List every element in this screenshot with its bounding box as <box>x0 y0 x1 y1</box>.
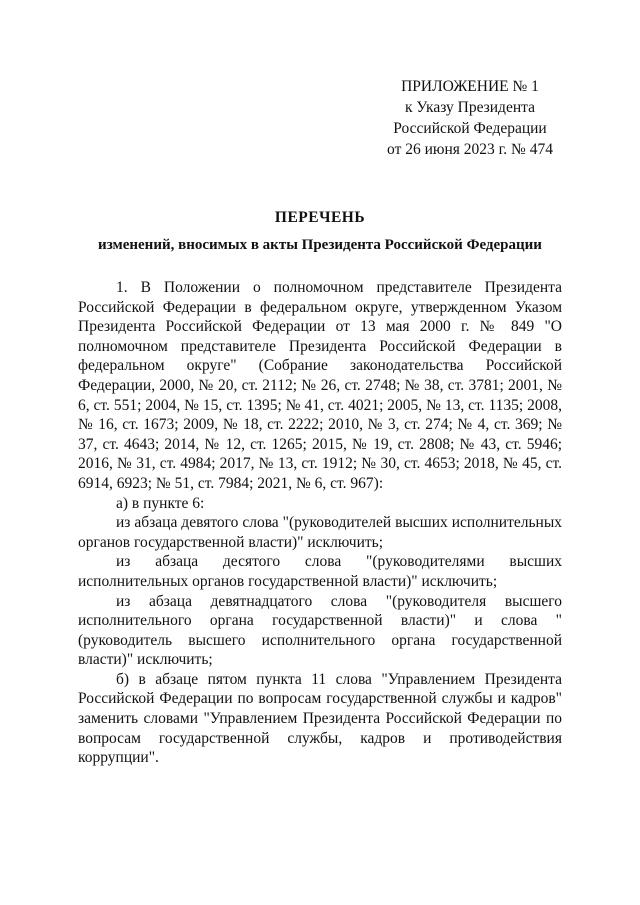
paragraph-a-item-1: из абзаца девятого слова "(руководителей высших исполнительных органов государственной власти)" исключить; <box>78 514 562 551</box>
appendix-country: Российской Федерации <box>393 120 547 137</box>
appendix-number: ПРИЛОЖЕНИЕ № 1 <box>401 78 539 95</box>
appendix-header <box>370 76 570 160</box>
paragraph-1: 1. В Положении о полномочном представителе Президента Российской Федерации в федеральном округе, утвержденном Указом Президента Российской Федерации от 13 мая 2000 г. № 849 "О полномочном представителе Президента Российской Федерации в федеральном округе" (Собрание законодательства Российской Федерации, 2000, № 20, ст. 2112; № 26, ст. 2748; № 38, ст. 3781; 2001, № 6, ст. 551; 2004, № 15, ст. 1395; № 41, ст. 4021; 2005, № 13, ст. 1135; 2008, № 16, ст. 1673; 2009, № 18, ст. 2222; 2010, № 3, ст. 274; № 4, ст. 369; № 37, ст. 4643; 2014, № 12, ст. 1265; 2015, № 19, ст. 2808; № 43, ст. 5946; 2016, № 31, ст. 4984; 2017, № 13, ст. 1912; № 30, ст. 4653; 2018, № 45, ст. 6914, 6923; № 51, ст. 7984; 2021, № 6, ст. 967): <box>78 279 562 492</box>
paragraph-b: б) в абзаце пятом пункта 11 слова "Управлением Президента Российской Федерации по вопросам государственной службы и кадров" заменить словами "Управлением Президента Российской Федерации по вопросам государственной службы, кадров и противодействия коррупции". <box>78 670 562 767</box>
document-body <box>78 278 562 768</box>
paragraph-a-item-2: из абзаца десятого слова "(руководителями высших исполнительных органов государственной власти)" исключить; <box>78 553 562 590</box>
paragraph-a: а) в пункте 6: <box>116 494 205 512</box>
document-title: ПЕРЕЧЕНЬ <box>274 209 366 226</box>
appendix-reference: к Указу Президента <box>405 99 535 116</box>
document-subtitle: изменений, вносимых в акты Президента Российской Федерации <box>98 237 542 253</box>
appendix-date: от 26 июня 2023 г. № 474 <box>387 141 553 158</box>
paragraph-a-item-3: из абзаца девятнадцатого слова "(руководителя высшего исполнительного органа государственной власти)" и слова "(руководитель высшего исполнительного органа государственной власти)" исключить; <box>78 592 562 669</box>
